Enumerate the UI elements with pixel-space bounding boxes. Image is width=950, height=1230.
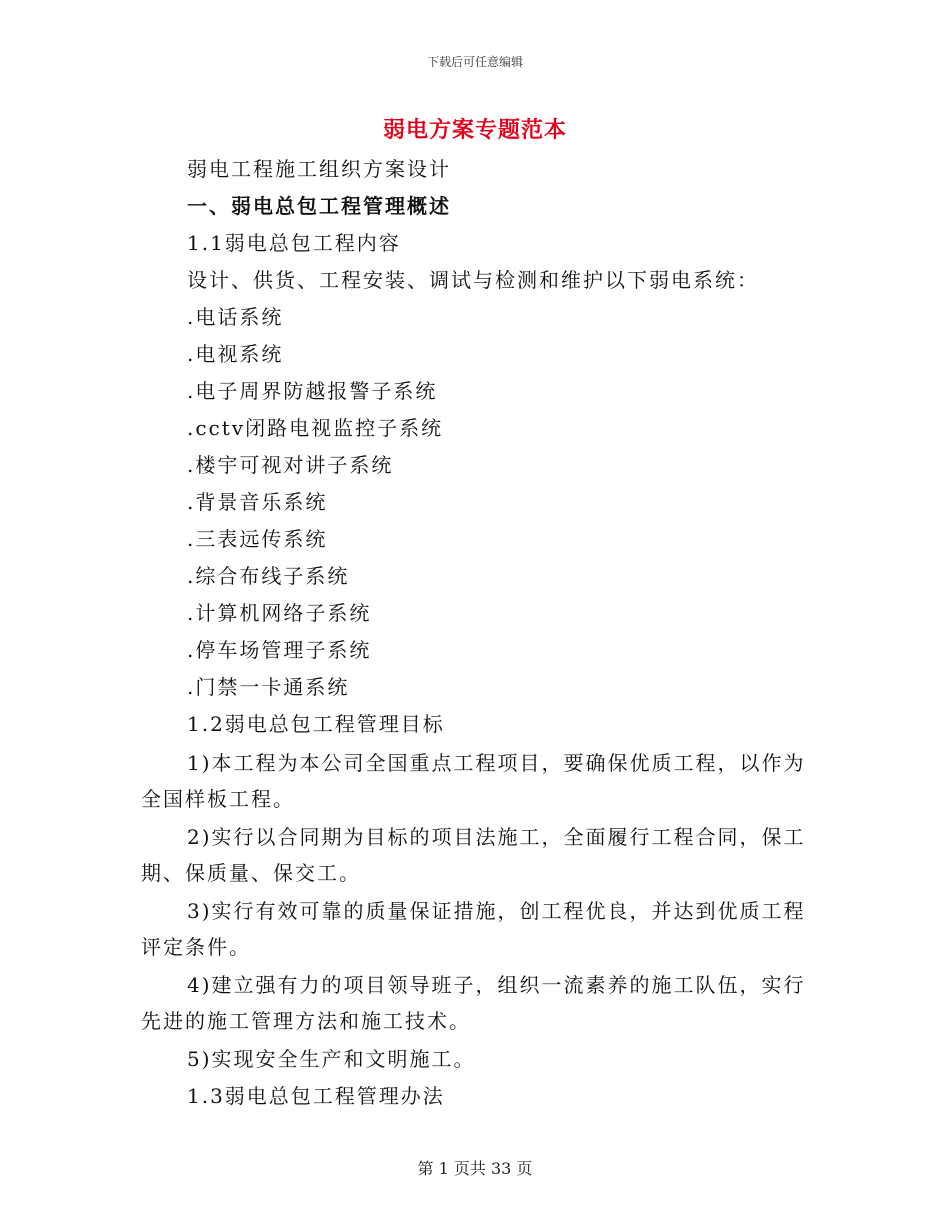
- system-list-item: .电话系统: [187, 305, 284, 329]
- system-list-item: .计算机网络子系统: [187, 601, 372, 625]
- system-list-item: .三表远传系统: [187, 527, 328, 551]
- system-list-item: .楼宇可视对讲子系统: [187, 453, 394, 477]
- section-1-heading: 一、弱电总包工程管理概述: [187, 194, 451, 218]
- page-footer: 第 1 页共 33 页: [417, 1159, 533, 1178]
- goal-4-line-2: 先进的施工管理方法和施工技术。: [141, 1009, 471, 1033]
- system-list-item: .停车场管理子系统: [187, 638, 372, 662]
- system-list-item: .综合布线子系统: [187, 564, 350, 588]
- goal-2-line-2: 期、保质量、保交工。: [141, 861, 361, 885]
- goal-1-line-1: 1)本工程为本公司全国重点工程项目，要确保优质工程，以作为: [187, 751, 806, 775]
- goal-4-line-1: 4)建立强有力的项目领导班子，组织一流素养的施工队伍，实行: [187, 973, 806, 997]
- section-1-3-heading: 1.3弱电总包工程管理办法: [187, 1084, 445, 1108]
- system-list-item: .电子周界防越报警子系统: [187, 379, 438, 403]
- goal-3-line-1: 3)实行有效可靠的质量保证措施，创工程优良，并达到优质工程: [187, 899, 806, 923]
- section-1-1-intro: 设计、供货、工程安装、调试与检测和维护以下弱电系统：: [187, 268, 759, 292]
- goal-2-line-1: 2)实行以合同期为目标的项目法施工，全面履行工程合同，保工: [187, 825, 806, 849]
- document-title: 弱电方案专题范本: [382, 117, 567, 143]
- system-list-item: .cctv闭路电视监控子系统: [187, 416, 444, 440]
- system-list-item: .门禁一卡通系统: [187, 675, 350, 699]
- goal-3-line-2: 评定条件。: [141, 935, 251, 959]
- document-subtitle: 弱电工程施工组织方案设计: [187, 157, 451, 181]
- goal-1-line-2: 全国样板工程。: [141, 787, 295, 811]
- system-list-item: .背景音乐系统: [187, 490, 328, 514]
- system-list-item: .电视系统: [187, 342, 284, 366]
- page-header-note: 下载后可任意编辑: [426, 55, 523, 69]
- section-1-2-heading: 1.2弱电总包工程管理目标: [187, 712, 445, 736]
- goal-5-line-1: 5)实现安全生产和文明施工。: [187, 1047, 476, 1071]
- section-1-1-heading: 1.1弱电总包工程内容: [187, 231, 401, 255]
